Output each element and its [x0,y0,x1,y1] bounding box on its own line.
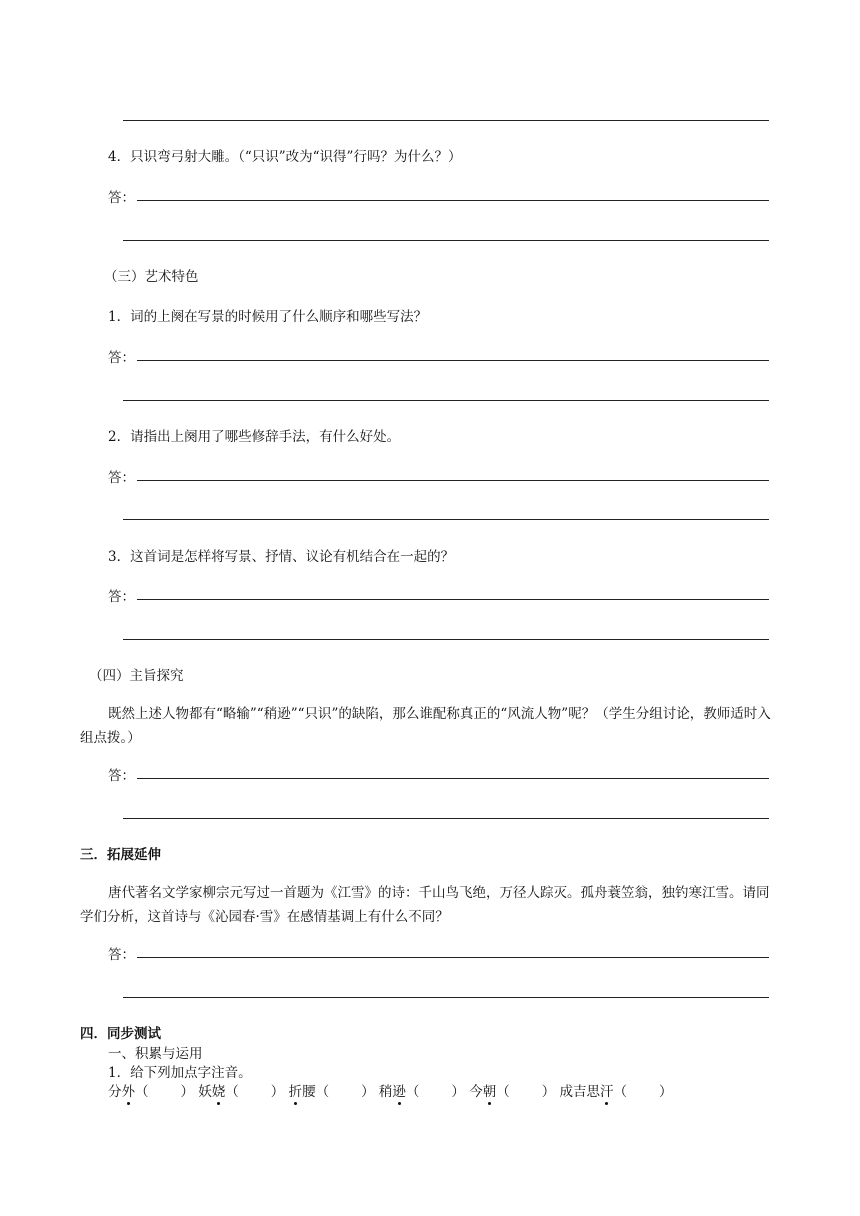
answer-label: 答： [108,350,135,366]
extension-paragraph: 唐代著名文学家柳宗元写过一首题为《江雪》的诗：千山鸟飞绝，万径人踪灭。孤舟蓑笠翁，独钓寒江雪。请同学们分析，这首诗与《沁园春·雪》在感情基调上有什么不同？ [80,885,770,925]
subheading-accumulation: 一、积累与运用 [108,1046,203,1062]
question-art-3: 3．这首词是怎样将写景、抒情、议论有机结合在一起的？ [108,549,455,565]
pinyin-item: 稍逊（ ） [379,1084,465,1100]
answer-line [123,240,769,241]
answer-line [123,997,769,998]
question-art-1: 1．词的上阕在写景的时候用了什么顺序和哪些写法？ [108,309,428,325]
answer-line [137,200,769,201]
question-pinyin: 1．给下列加点字注音。 [108,1065,252,1081]
answer-line [137,957,769,958]
pinyin-items [108,1080,672,1100]
answer-line [123,400,769,401]
answer-label: 答： [108,589,135,605]
pinyin-item: 今朝（ ） [469,1084,555,1100]
dotted-char: 外 [122,1080,136,1100]
dotted-char: 娆 [212,1080,226,1100]
section-heading-art: （三）艺术特色 [104,269,199,285]
answer-label: 答： [108,947,135,963]
answer-line [137,778,769,779]
question-art-2: 2．请指出上阕用了哪些修辞手法，有什么好处。 [108,429,401,445]
pinyin-item: 折腰（ ） [289,1084,375,1100]
dotted-char: 朝 [483,1080,497,1100]
answer-line [137,599,769,600]
answer-line [123,639,769,640]
theme-paragraph: 既然上述人物都有“略输”“稍逊”“只识”的缺陷，那么谁配称真正的“风流人物”呢？（学生分组讨论，教师适时入组点拨。） [80,706,771,746]
dotted-char: 折 [289,1080,303,1100]
dotted-char: 逊 [392,1080,406,1100]
answer-line [123,519,769,520]
answer-line [123,818,769,819]
answer-line [123,120,769,121]
question-4: 4．只识弯弓射大雕。（“只识”改为“识得”行吗？为什么？） [108,149,462,165]
pinyin-item: 妖娆（ ） [198,1084,284,1100]
dotted-char: 汗 [600,1080,614,1100]
part-heading-extension: 三．拓展延伸 [80,847,161,863]
part-heading-test: 四．同步测试 [80,1026,161,1042]
pinyin-item: 成吉思汗（ ） [559,1084,672,1100]
pinyin-item: 分外（ ） [108,1084,194,1100]
section-heading-theme: （四）主旨探究 [89,668,184,684]
answer-label: 答： [108,470,135,486]
answer-label: 答： [108,768,135,784]
answer-line [137,360,769,361]
answer-label: 答： [108,190,135,206]
answer-line [137,480,769,481]
